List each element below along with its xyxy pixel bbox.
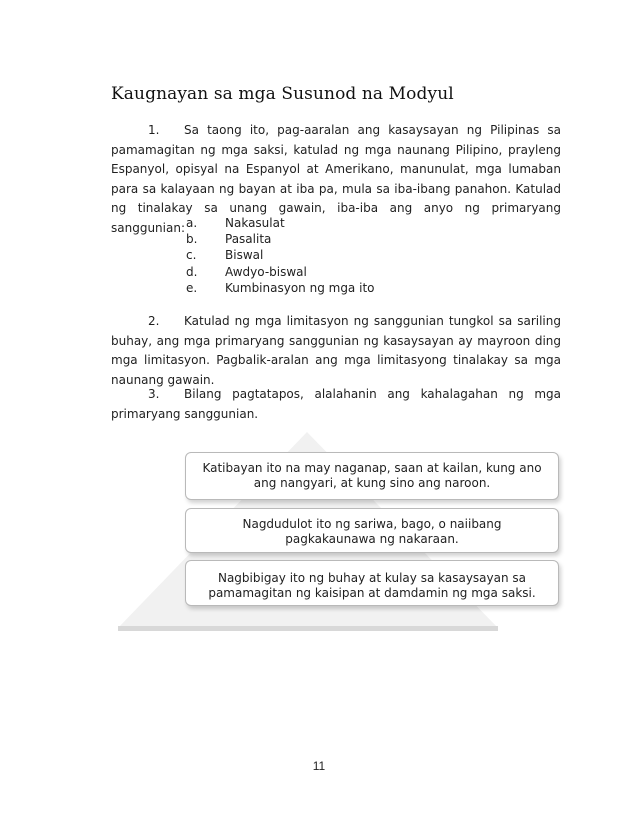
list-marker: b. [186, 232, 198, 247]
pyramid-box-1: Katibayan ito na may naganap, saan at kailan, kung ano ang nangyari, at kung sino ang naroon. [185, 452, 559, 500]
paragraph-number: 3. [148, 387, 160, 401]
paragraph-number: 1. [148, 123, 160, 137]
pyramid-base [118, 626, 498, 631]
pyramid-box-2: Nagdudulot ito ng sariwa, bago, o naiibang pagkakaunawa ng nakaraan. [185, 508, 559, 553]
list-label: Nakasulat [225, 216, 285, 230]
page-number: 11 [312, 759, 326, 773]
list-label: Pasalita [225, 232, 272, 247]
list-label: Biswal [225, 248, 264, 263]
paragraph-number: 2. [148, 314, 160, 328]
list-marker: a. [186, 216, 198, 230]
list-marker: d. [186, 264, 198, 279]
list-label: Awdyo-biswal [225, 264, 307, 279]
paragraph-text: Bilang pagtatapos, alalahanin ang kahalagahan ng mga primaryang sanggunian. [111, 387, 561, 421]
list-marker: c. [186, 248, 197, 263]
pyramid-box-3: Nagbibigay ito ng buhay at kulay sa kasaysayan sa pamamagitan ng kaisipan at damdamin ng mga saksi. [185, 560, 559, 606]
paragraph-text: Sa taong ito, pag-aaralan ang kasaysayan ng Pilipinas sa pamamagitan ng mga saksi, katulad ng mga naunang Pilipino, prayleng Espanyol, opisyal na Espanyol at Amerikano, manunulat, mga lumaban para sa kalayaan ng bayan at iba pa, mula sa iba-ibang panahon. Katulad ng tinalakay sa unang gawain, iba-iba ang anyo ng primaryang sanggunian: [111, 123, 561, 235]
list-marker: e. [186, 280, 198, 295]
paragraph-text: Katulad ng mga limitasyon ng sanggunian tungkol sa sariling buhay, ang mga primaryang sanggunian ng kasaysayan ay mayroon ding mga limitasyon. Pagbalik-aralan ang mga limitasyong tinalakay sa mga naunang gawain. [111, 314, 561, 387]
list-label: Kumbinasyon ng mga ito [225, 280, 375, 295]
section-heading: Kaugnayan sa mga Susunod na Modyul [111, 84, 454, 104]
